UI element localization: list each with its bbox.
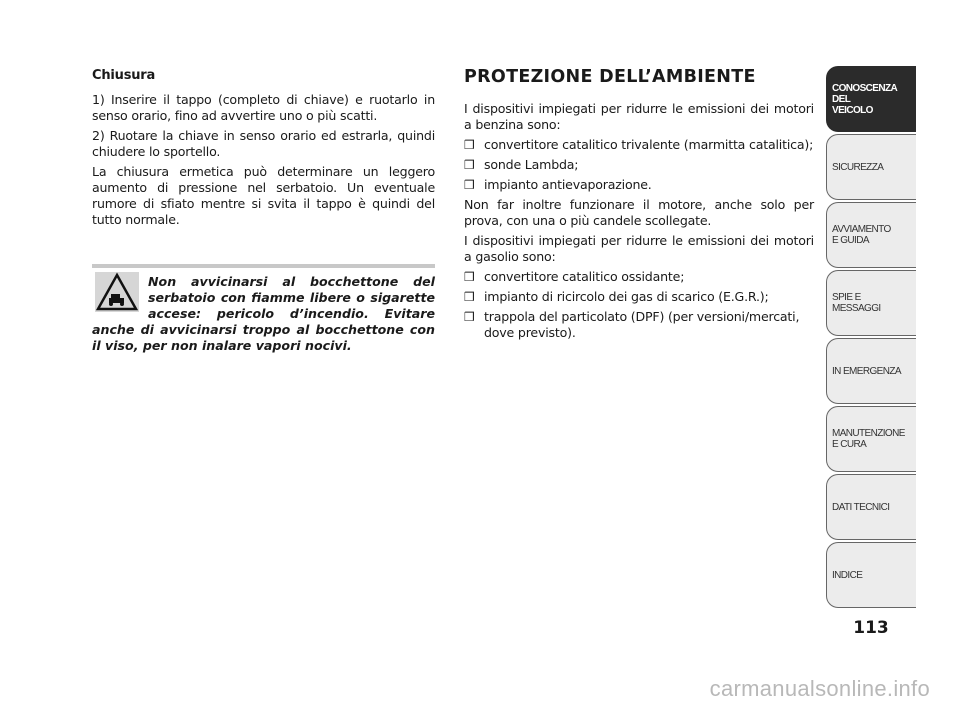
watermark: carmanualsonline.info <box>709 676 930 701</box>
petrol-devices-list <box>464 137 814 193</box>
list-item <box>464 137 814 153</box>
chapter-tab[interactable] <box>826 542 916 608</box>
chapter-tab[interactable] <box>826 202 916 268</box>
chapter-tab-label: CONOSCENZA DEL VEICOLO <box>832 82 898 116</box>
checkbox-bullet-icon: ❒ <box>464 138 475 152</box>
chapter-tab-label: DATI TECNICI <box>832 501 890 513</box>
chapter-tab-label: SPIE E MESSAGGI <box>832 292 881 314</box>
chapter-tab-label: MANUTENZIONE E CURA <box>832 428 905 450</box>
list-item-text: sonde Lambda; <box>484 157 579 172</box>
list-item <box>464 289 814 305</box>
warning-text: Non avvicinarsi al bocchettone del serbatoio con fiamme libere o sigarette accese: pericolo d’incendio. Evitare anche di avvicinarsi troppo al bocchettone con il viso, per non inalare vapori nocivi. <box>92 274 435 353</box>
list-item-text: convertitore catalitico ossidante; <box>484 269 685 284</box>
chapter-tabs <box>826 66 916 610</box>
chapter-tab[interactable] <box>826 474 916 540</box>
warning-box <box>92 264 435 354</box>
list-item-text: trappola del particolato (DPF) (per versioni/mercati, dove previsto). <box>484 309 800 340</box>
right-column <box>464 66 814 345</box>
section-title: PROTEZIONE DELL’AMBIENTE <box>464 67 756 87</box>
petrol-intro: I dispositivi impiegati per ridurre le emissioni dei motori a benzina sono: <box>464 101 814 132</box>
warning-divider <box>92 264 435 268</box>
chapter-tab-label: SICUREZZA <box>832 161 884 173</box>
checkbox-bullet-icon: ❒ <box>464 310 475 324</box>
list-item <box>464 177 814 193</box>
checkbox-bullet-icon: ❒ <box>464 270 475 284</box>
section-heading-chiusura: Chiusura <box>92 68 156 83</box>
list-item-text: convertitore catalitico trivalente (marmitta catalitica); <box>484 137 814 152</box>
checkbox-bullet-icon: ❒ <box>464 158 475 172</box>
page-number: 113 <box>853 618 889 638</box>
pressure-note-paragraph: La chiusura ermetica può determinare un leggero aumento di pressione nel serbatoio. Un eventuale rumore di sfiato mentre si svita il tappo è quindi del tutto normale. <box>92 164 435 227</box>
warning-triangle-icon <box>95 272 139 312</box>
chapter-tab[interactable] <box>826 270 916 336</box>
step-1-paragraph: 1) Inserire il tappo (completo di chiave) e ruotarlo in senso orario, fino ad avvertire uno o più scatti. <box>92 92 435 123</box>
list-item <box>464 157 814 173</box>
chapter-tab-label: INDICE <box>832 569 863 581</box>
checkbox-bullet-icon: ❒ <box>464 290 475 304</box>
list-item <box>464 309 814 341</box>
spark-plug-note: Non far inoltre funzionare il motore, anche solo per prova, con una o più candele scollegate. <box>464 197 814 228</box>
list-item-text: impianto antievaporazione. <box>484 177 652 192</box>
list-item-text: impianto di ricircolo dei gas di scarico (E.G.R.); <box>484 289 769 304</box>
chapter-tab[interactable] <box>826 66 916 132</box>
chapter-tab-label: AVVIAMENTO E GUIDA <box>832 224 891 246</box>
chapter-tab-label: IN EMERGENZA <box>832 365 901 377</box>
chapter-tab[interactable] <box>826 406 916 472</box>
diesel-devices-list <box>464 269 814 341</box>
step-2-paragraph: 2) Ruotare la chiave in senso orario ed estrarla, quindi chiudere lo sportello. <box>92 128 435 159</box>
chapter-tab[interactable] <box>826 134 916 200</box>
list-item <box>464 269 814 285</box>
chapter-tab[interactable] <box>826 338 916 404</box>
checkbox-bullet-icon: ❒ <box>464 178 475 192</box>
diesel-intro: I dispositivi impiegati per ridurre le emissioni dei motori a gasolio sono: <box>464 233 814 264</box>
left-column <box>92 68 435 232</box>
